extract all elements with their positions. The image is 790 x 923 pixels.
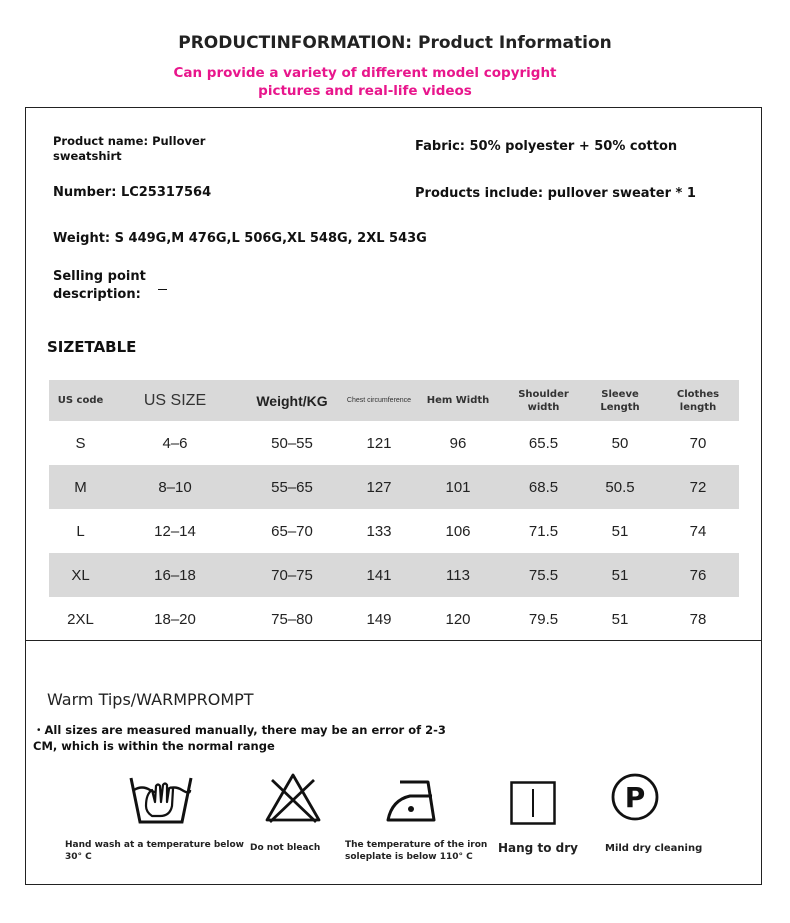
cell-length: 74 [689,522,707,540]
header-chest: Chest circumference [346,397,412,404]
cell-sleeve: 51 [611,610,629,628]
hand-wash-icon [128,772,194,828]
cell-sleeve: 51 [611,522,629,540]
cell-weight: 65–70 [271,522,313,540]
page-subtitle: Can provide a variety of different model copyright pictures and real-life videos [173,65,557,99]
cell-us-size: 12–14 [154,522,196,540]
dry-clean-icon [610,772,660,822]
cell-chest: 133 [366,522,392,540]
header-sleeve: Sleeve Length [600,388,640,413]
cell-weight: 70–75 [271,566,313,584]
no-bleach-caption: Do not bleach [250,843,321,853]
cell-chest: 121 [366,434,392,452]
product-number: Number: LC25317564 [53,185,212,200]
table-row [49,553,739,597]
cell-us-size: 18–20 [154,610,196,628]
cell-shoulder: 75.5 [528,566,559,584]
cell-chest: 149 [366,610,392,628]
cell-chest: 127 [366,478,392,496]
selling-point-label: Selling point description: [53,269,146,302]
iron-caption: The temperature of the iron soleplate is below 110° C [345,840,488,862]
cell-hem: 113 [446,566,470,584]
header-shoulder: Shoulder width [518,388,569,413]
hang-dry-caption: Hang to dry [498,841,578,855]
do-not-bleach-icon [264,772,322,824]
iron-icon [386,776,442,824]
cell-code: M [74,478,87,496]
hang-dry-icon [510,781,556,825]
cell-code: XL [71,566,90,584]
header-hem: Hem Width [426,395,490,406]
header-weight: Weight/KG [256,392,328,409]
cell-length: 76 [689,566,707,584]
cell-sleeve: 51 [611,566,629,584]
cell-weight: 75–80 [271,610,313,628]
cell-sleeve: 50.5 [605,478,635,496]
cell-length: 72 [689,478,707,496]
cell-hem: 96 [449,434,467,452]
cell-hem: 106 [445,522,471,540]
svg-text:P: P [624,781,646,814]
cell-sleeve: 50 [611,434,629,452]
cell-hem: 120 [445,610,471,628]
table-row [49,421,739,465]
cell-shoulder: 79.5 [528,610,559,628]
cell-us-size: 8–10 [158,478,192,496]
product-fabric: Fabric: 50% polyester + 50% cotton [415,139,678,154]
cell-code: L [76,522,85,540]
cell-code: S [75,434,86,452]
cell-us-size: 4–6 [162,434,188,452]
table-header-row [49,380,739,421]
table-row [49,597,739,641]
header-length: Clothes length [676,388,720,413]
cell-weight: 50–55 [271,434,313,452]
cell-length: 78 [689,610,707,628]
cell-shoulder: 68.5 [528,478,559,496]
size-table-title: SIZETABLE [47,338,137,356]
cell-code: 2XL [67,610,94,628]
product-name: Product name: Pullover sweatshirt [53,134,206,163]
table-row [49,465,739,509]
warm-tips-title: Warm Tips/WARMPROMPT [47,690,254,709]
hand-wash-caption: Hand wash at a temperature below 30° C [65,840,244,862]
product-includes: Products include: pullover sweater * 1 [415,186,696,201]
cell-length: 70 [689,434,707,452]
header-us-code: US code [57,395,104,406]
cell-shoulder: 71.5 [528,522,559,540]
product-weight: Weight: S 449G,M 476G,L 506G,XL 548G, 2XL 543G [53,231,427,246]
table-row [49,509,739,553]
dry-clean-caption: Mild dry cleaning [605,843,703,854]
cell-weight: 55–65 [271,478,313,496]
selling-point-dash [158,289,167,290]
size-table [49,380,739,641]
cell-chest: 141 [366,566,392,584]
header-us-size: US SIZE [143,391,207,409]
cell-hem: 101 [445,478,471,496]
warm-tips-note: ・All sizes are measured manually, there may be an error of 2-3 CM, which is within the normal range [33,723,446,753]
cell-shoulder: 65.5 [528,434,559,452]
cell-us-size: 16–18 [154,566,196,584]
page-title: PRODUCTINFORMATION: Product Information [178,33,612,53]
